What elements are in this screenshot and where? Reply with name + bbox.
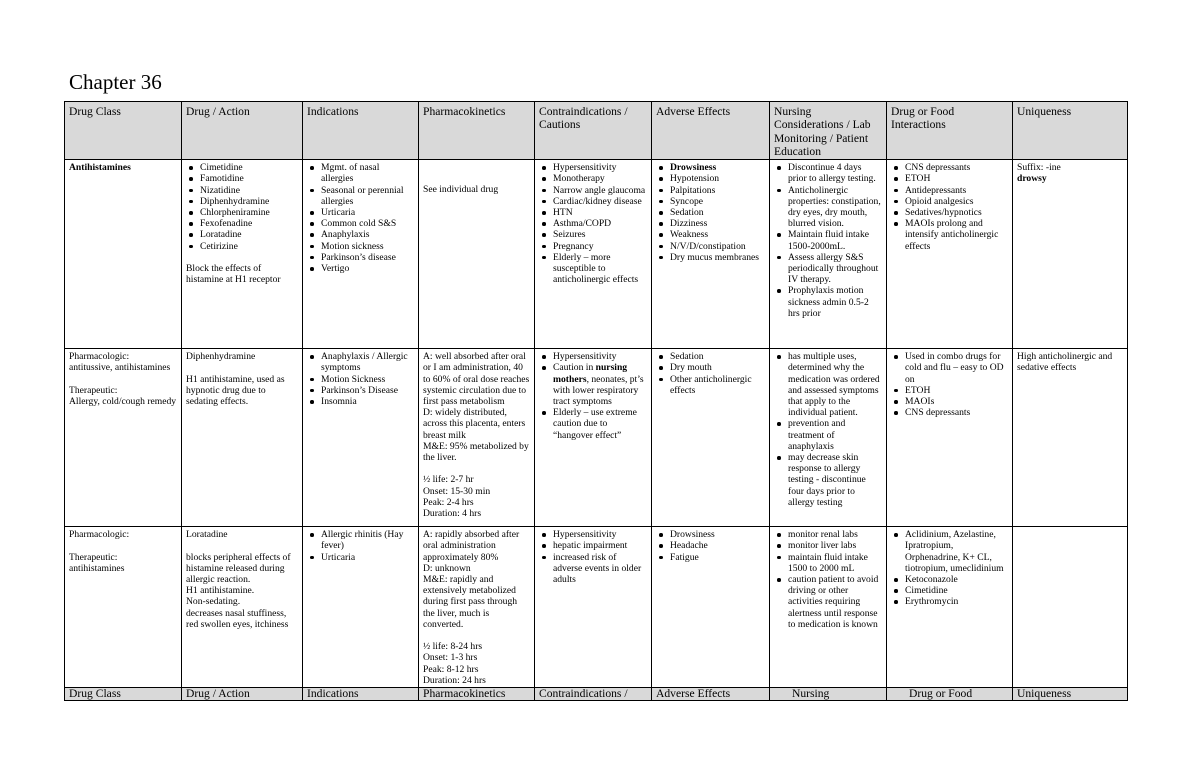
- cell-contraindications: [535, 160, 652, 349]
- list-item: maintain fluid intake 1500 to 2000 mL: [774, 552, 882, 574]
- list-item: Elderly – more susceptible to anticholinergic effects: [539, 252, 647, 286]
- list-item: Opioid analgesics: [891, 196, 1008, 207]
- list-item: Headache: [656, 540, 765, 551]
- cell-nursing: [770, 160, 887, 349]
- drug-list: [186, 162, 298, 252]
- footer-contraindications: Contraindications /: [535, 688, 652, 701]
- cell-adverse-effects: [652, 160, 770, 349]
- drug-class-text: Pharmacologic: Therapeutic: antihistamines: [69, 529, 130, 574]
- list-item: Elderly – use extreme caution due to “hangover effect”: [539, 407, 647, 441]
- page-title: Chapter 36: [69, 70, 162, 94]
- cell-adverse-effects: [652, 527, 770, 688]
- list-item: Narrow angle glaucoma: [539, 185, 647, 196]
- footer-drug-action: Drug / Action: [182, 688, 303, 701]
- list-item: Urticaria: [307, 552, 414, 563]
- header-pharmacokinetics: Pharmacokinetics: [419, 102, 535, 160]
- pharmacokinetics-text: See individual drug: [423, 184, 499, 196]
- adverse-effects-list: [656, 162, 765, 263]
- list-item: Hypotension: [656, 173, 765, 184]
- list-item: Other anticholinergic effects: [656, 374, 765, 396]
- list-item: Hypersensitivity: [539, 529, 647, 540]
- list-item: may decrease skin response to allergy testing - discontinue four days prior to allergy testing: [774, 452, 882, 508]
- cell-interactions: [887, 160, 1013, 349]
- list-item: Sedatives/hypnotics: [891, 207, 1008, 218]
- cell-nursing: [770, 349, 887, 527]
- list-item: ETOH: [891, 385, 1008, 396]
- list-item: Hypersensitivity: [539, 162, 647, 173]
- pharmacokinetics-text: A: rapidly absorbed after oral administration approximately 80% D: unknown M&E: rapidly and extensively metabolized during first pass through the liver, much is converted. ½ life: 8-24 hrs Onset: 1-3 hrs Peak: 8-12 hrs Duration: 24 hrs: [423, 529, 520, 686]
- cell-indications: [303, 160, 419, 349]
- cell-drug-action: [182, 349, 303, 527]
- list-item: MAOIs: [891, 396, 1008, 407]
- cell-interactions: [887, 349, 1013, 527]
- list-item: Seizures: [539, 229, 647, 240]
- footer-drug-class: Drug Class: [65, 688, 182, 701]
- interactions-list: [891, 162, 1008, 252]
- indications-list: [307, 162, 414, 274]
- cell-drug-action: [182, 527, 303, 688]
- list-item: Asthma/COPD: [539, 218, 647, 229]
- list-item: CNS depressants: [891, 162, 1008, 173]
- drug-action-text: Diphenhydramine H1 antihistamine, used as hypnotic drug due to sedating effects.: [186, 351, 285, 407]
- cell-pharmacokinetics: [419, 349, 535, 527]
- adverse-effects-list: [656, 351, 765, 396]
- list-item: Drowsiness: [656, 529, 765, 540]
- cell-contraindications: [535, 527, 652, 688]
- footer-nursing: Nursing: [770, 688, 887, 701]
- list-item: N/V/D/constipation: [656, 241, 765, 252]
- cell-uniqueness: [1013, 527, 1128, 688]
- list-item: Allergic rhinitis (Hay fever): [307, 529, 414, 551]
- footer-pharmacokinetics: Pharmacokinetics: [419, 688, 535, 701]
- list-item: Erythromycin: [891, 596, 1008, 607]
- drug-action-text: Block the effects of histamine at H1 receptor: [186, 262, 281, 286]
- list-item: Anaphylaxis: [307, 229, 414, 240]
- list-item: Insomnia: [307, 396, 414, 407]
- list-item: monitor liver labs: [774, 540, 882, 551]
- list-item: Loratadine: [186, 229, 298, 240]
- header-contraindications: Contraindications / Cautions: [535, 102, 652, 160]
- drug-class-label: Antihistamines: [69, 162, 131, 174]
- footer-indications: Indications: [303, 688, 419, 701]
- header-adverse-effects: Adverse Effects: [652, 102, 770, 160]
- list-item: Cetirizine: [186, 241, 298, 252]
- drug-class-text: Pharmacologic: antitussive, antihistamines Therapeutic: Allergy, cold/cough remedy: [69, 351, 177, 407]
- footer-adverse-effects: Adverse Effects: [652, 688, 770, 701]
- list-item: Common cold S&S: [307, 218, 414, 229]
- caution-prefix: Caution in: [553, 362, 596, 374]
- indications-list: [307, 529, 414, 563]
- list-item: hepatic impairment: [539, 540, 647, 551]
- nursing-list: [774, 529, 882, 630]
- cell-pharmacokinetics: [419, 160, 535, 349]
- list-item: Cardiac/kidney disease: [539, 196, 647, 207]
- list-item: Drowsiness: [656, 162, 765, 173]
- list-item: Hypersensitivity: [539, 351, 647, 362]
- pharmacokinetics-text: A: well absorbed after oral or I am administration, 40 to 60% of oral dose reaches systemic circulation due to first pass metabolism D: widely distributed, across this placenta, enters breast milk M&E: 95% metabolized by the liver. ½ life: 2-7 hr Onset: 15-30 min Peak: 2-4 hrs Duration: 4 hrs: [423, 351, 530, 520]
- cell-drug-class: [65, 349, 182, 527]
- caution-emphasis: nursing mothers: [553, 362, 628, 385]
- nursing-list: [774, 162, 882, 319]
- list-item: Anticholinergic properties: constipation, dry eyes, dry mouth, blurred vision.: [774, 185, 882, 230]
- list-item: Motion Sickness: [307, 374, 414, 385]
- list-item: ETOH: [891, 173, 1008, 184]
- drug-action-text: Loratadine blocks peripheral effects of histamine released during allergic reaction. H1 antihistamine. Non-sedating. decreases nasal stuffiness, red swollen eyes, itchiness: [186, 529, 291, 630]
- header-row: [65, 102, 1128, 160]
- list-item: caution patient to avoid driving or other activities requiring alertness until response to medication is known: [774, 574, 882, 630]
- cell-drug-class: [65, 160, 182, 349]
- table-row: [65, 160, 1128, 349]
- cell-drug-class: [65, 527, 182, 688]
- cell-indications: [303, 527, 419, 688]
- list-item: prevention and treatment of anaphylaxis: [774, 418, 882, 452]
- list-item: Motion sickness: [307, 241, 414, 252]
- list-item: Maintain fluid intake 1500-2000mL.: [774, 229, 882, 251]
- list-item: Used in combo drugs for cold and flu – easy to OD on: [891, 351, 1008, 385]
- list-item: increased risk of adverse events in older adults: [539, 552, 647, 586]
- list-item: Parkinson’s disease: [307, 252, 414, 263]
- contraindications-list: [539, 529, 647, 585]
- header-indications: Indications: [303, 102, 419, 160]
- list-item: Cimetidine: [891, 585, 1008, 596]
- footer-header-row: [65, 688, 1128, 701]
- list-item: Prophylaxis motion sickness admin 0.5-2 hrs prior: [774, 285, 882, 319]
- nursing-list: [774, 351, 882, 508]
- cell-adverse-effects: [652, 349, 770, 527]
- indications-list: [307, 351, 414, 407]
- uniqueness-suffix: Suffix: -ine: [1017, 162, 1061, 174]
- list-item: Dry mouth: [656, 362, 765, 373]
- list-item: Famotidine: [186, 173, 298, 184]
- list-item: Chlorpheniramine: [186, 207, 298, 218]
- uniqueness-text: High anticholinergic and sedative effects: [1017, 351, 1113, 374]
- list-item: Fexofenadine: [186, 218, 298, 229]
- list-item: Nizatidine: [186, 185, 298, 196]
- list-item: Parkinson’s Disease: [307, 385, 414, 396]
- adverse-effects-list: [656, 529, 765, 563]
- cell-nursing: [770, 527, 887, 688]
- list-item: Aclidinium, Azelastine, Ipratropium, Orphenadrine, K+ CL, tiotropium, umeclidinium: [891, 529, 1008, 574]
- list-item: Sedation: [656, 351, 765, 362]
- list-item: Assess allergy S&S periodically throughout IV therapy.: [774, 252, 882, 286]
- cell-pharmacokinetics: [419, 527, 535, 688]
- list-item: Monotherapy: [539, 173, 647, 184]
- list-item: MAOIs prolong and intensify anticholinergic effects: [891, 218, 1008, 252]
- list-item: Sedation: [656, 207, 765, 218]
- contraindications-list: [539, 162, 647, 285]
- table-row: [65, 349, 1128, 527]
- uniqueness-note: drowsy: [1017, 173, 1047, 185]
- list-item: Diphenhydramine: [186, 196, 298, 207]
- list-item: HTN: [539, 207, 647, 218]
- list-item: Urticaria: [307, 207, 414, 218]
- list-item: Cimetidine: [186, 162, 298, 173]
- list-item: Vertigo: [307, 263, 414, 274]
- drug-table: [64, 101, 1128, 701]
- list-item: [539, 362, 647, 407]
- list-item: Antidepressants: [891, 185, 1008, 196]
- header-drug-action: Drug / Action: [182, 102, 303, 160]
- list-item: Seasonal or perennial allergies: [307, 185, 414, 207]
- footer-uniqueness: Uniqueness: [1013, 688, 1128, 701]
- list-item: Ketoconazole: [891, 574, 1008, 585]
- cell-drug-action: [182, 160, 303, 349]
- interactions-list: [891, 529, 1008, 607]
- cell-uniqueness: [1013, 349, 1128, 527]
- list-item: has multiple uses, determined why the medication was ordered and assessed symptoms that apply to the individual patient.: [774, 351, 882, 418]
- header-uniqueness: Uniqueness: [1013, 102, 1128, 160]
- list-item: Pregnancy: [539, 241, 647, 252]
- list-item: CNS depressants: [891, 407, 1008, 418]
- interactions-list: [891, 351, 1008, 418]
- list-item: Fatigue: [656, 552, 765, 563]
- list-item: Palpitations: [656, 185, 765, 196]
- list-item: Weakness: [656, 229, 765, 240]
- header-nursing: Nursing Considerations / Lab Monitoring / Patient Education: [770, 102, 887, 160]
- list-item: Anaphylaxis / Allergic symptoms: [307, 351, 414, 373]
- list-item: Dizziness: [656, 218, 765, 229]
- header-interactions: Drug or Food Interactions: [887, 102, 1013, 160]
- contraindications-list: [539, 351, 647, 441]
- header-drug-class: Drug Class: [65, 102, 182, 160]
- list-item: Dry mucus membranes: [656, 252, 765, 263]
- cell-uniqueness: [1013, 160, 1128, 349]
- cell-interactions: [887, 527, 1013, 688]
- list-item: monitor renal labs: [774, 529, 882, 540]
- caution-rest: , neonates, pt’s with lower respiratory tract symptoms: [553, 373, 644, 407]
- list-item: Mgmt. of nasal allergies: [307, 162, 414, 184]
- cell-indications: [303, 349, 419, 527]
- table-row: [65, 527, 1128, 688]
- cell-contraindications: [535, 349, 652, 527]
- footer-interactions: Drug or Food: [887, 688, 1013, 701]
- list-item: Discontinue 4 days prior to allergy testing.: [774, 162, 882, 184]
- list-item: Syncope: [656, 196, 765, 207]
